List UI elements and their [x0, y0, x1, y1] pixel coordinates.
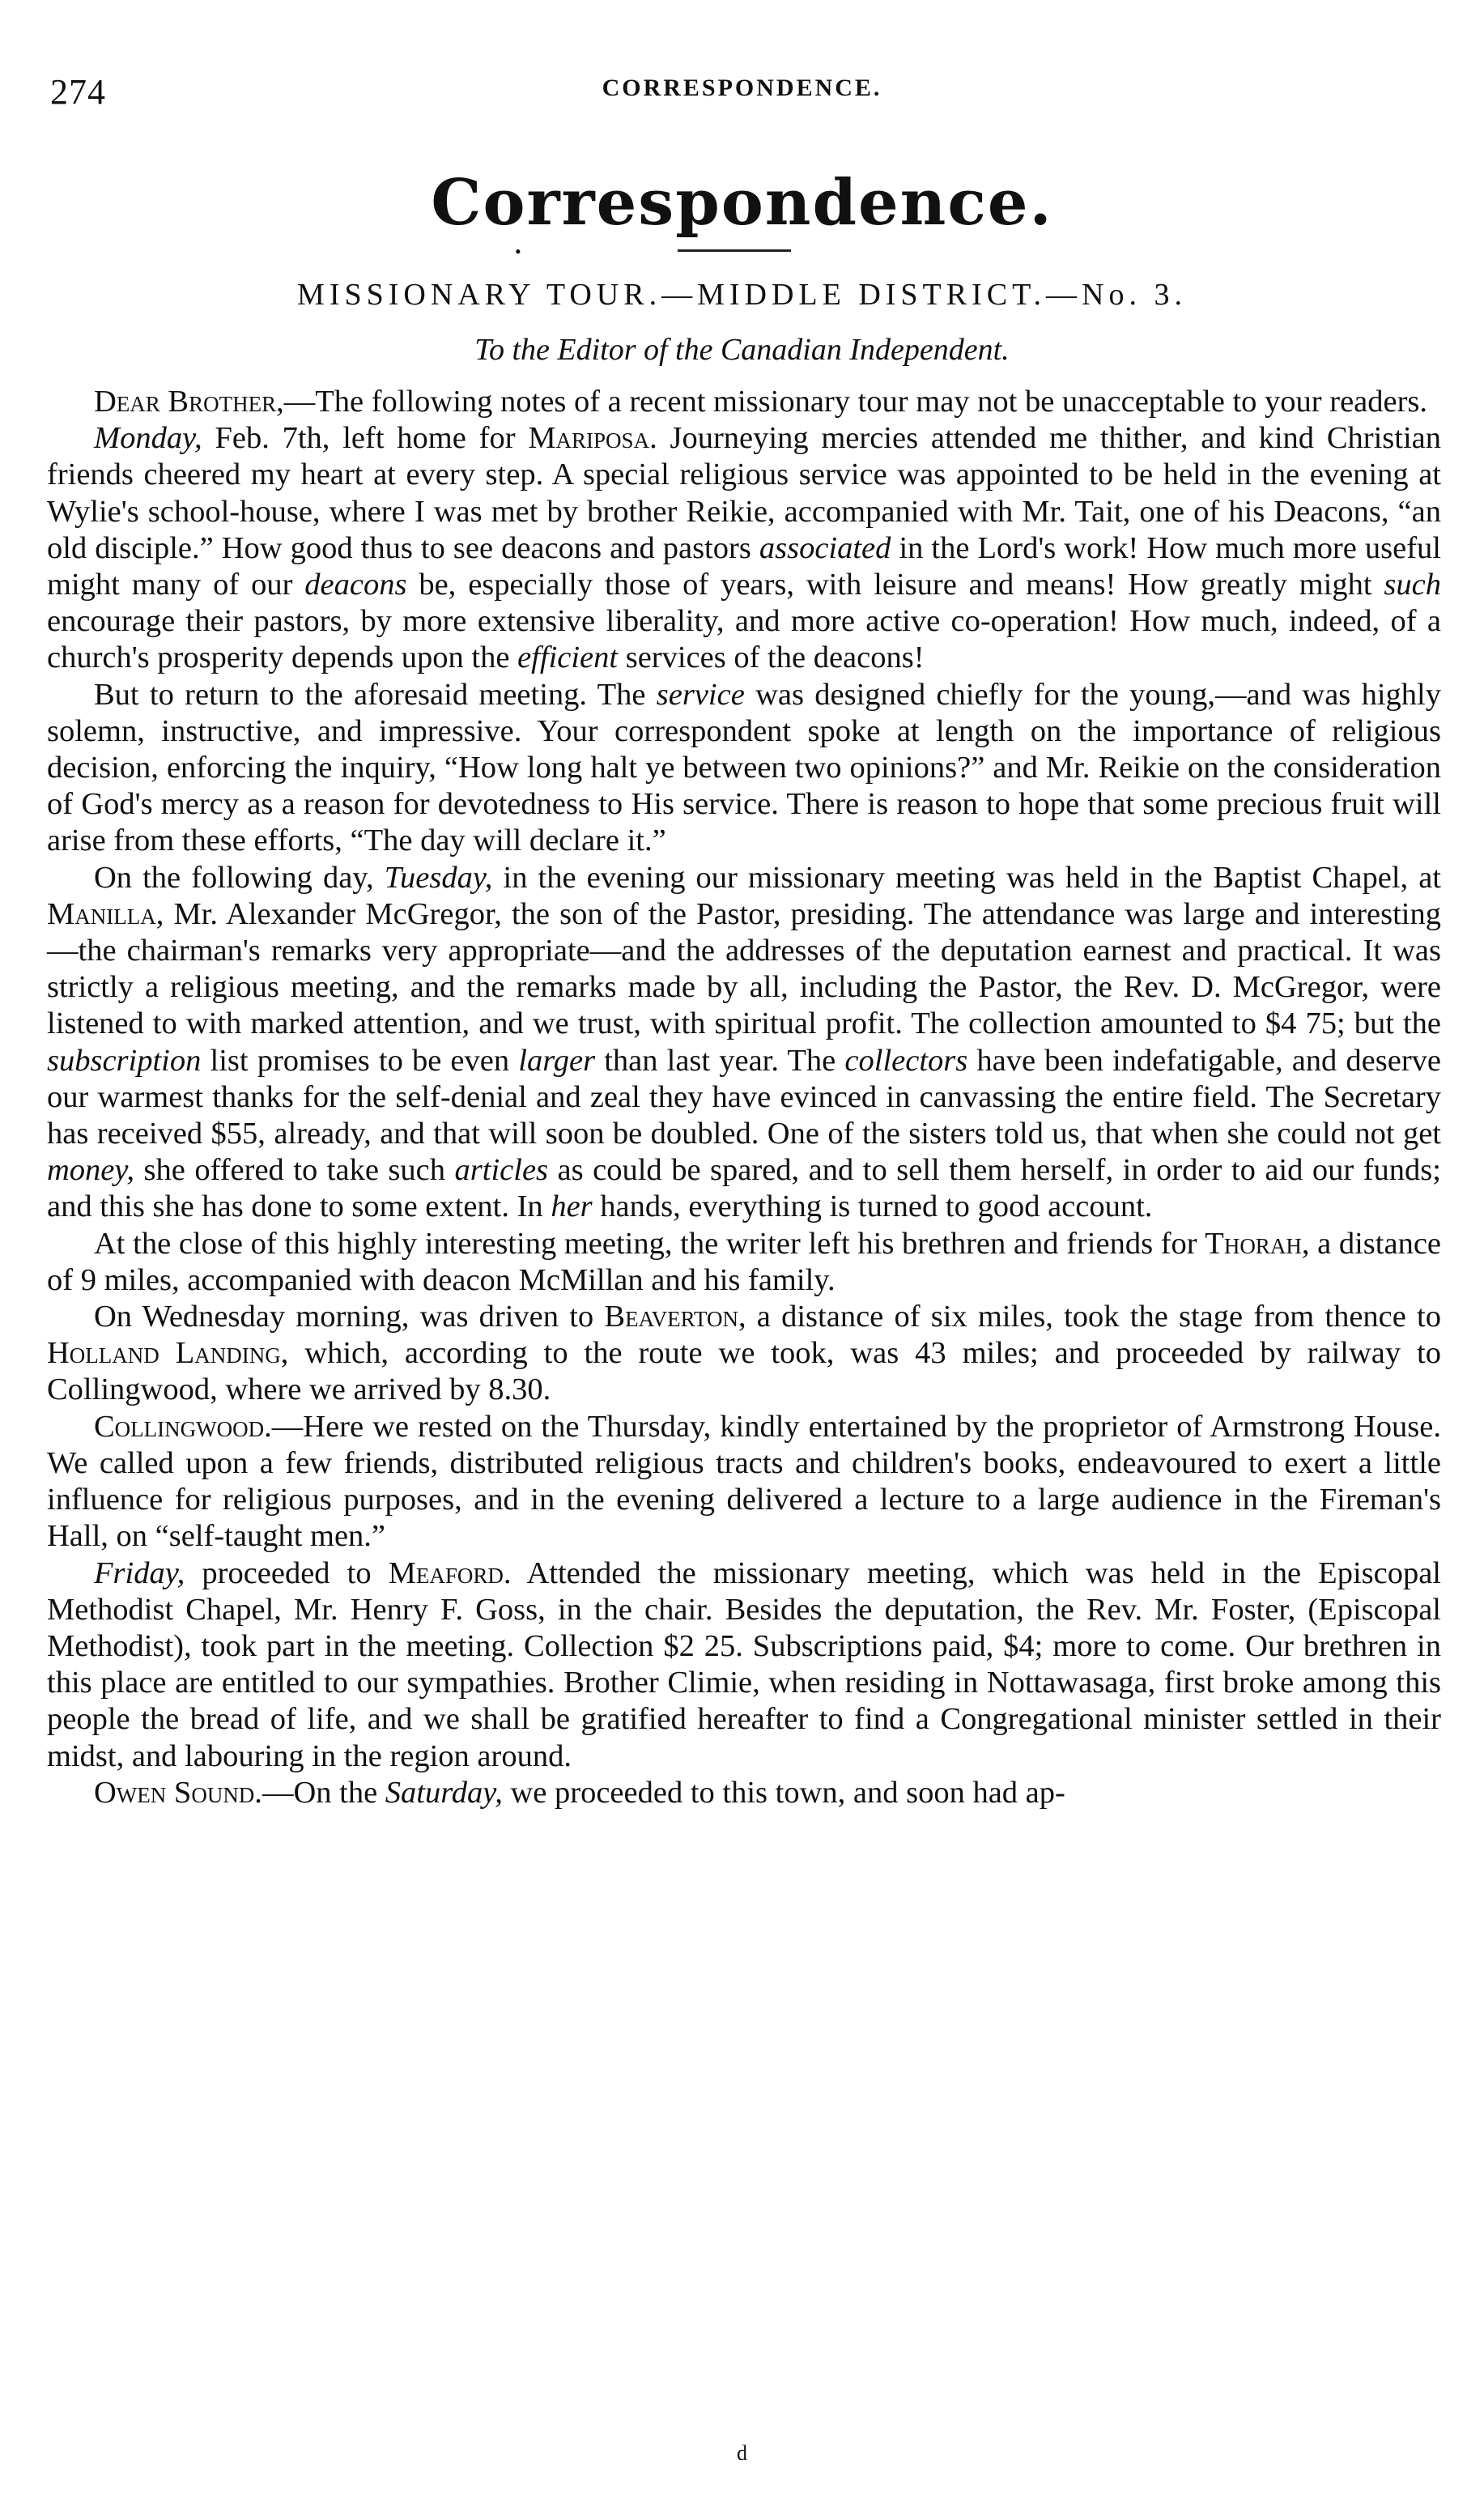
paragraph [47, 677, 1441, 860]
text-run: Journeying mercies attended me thither, and kind Christian friends cheered my heart at every step. A special religious service was appointed to be held in the evening at Wylie's school-house, where I was met by brother Reikie, accompanied with Mr. Tait, one of his Deacons, “an old disciple.” How good thus to see deacons and pastors [47, 421, 1441, 565]
text-run: Attended the missionary meeting, which was held in the Episcopal Methodist Chapel, Mr. Henry F. Goss, in the chair. Besides the deputation, the Rev. Mr. Foster, (Episcopal Methodist), took part in the meeting. Collection $2 25. Subscriptions paid, $4; more to come. Our brethren in this place are entitled to our sympathies. Brother Climie, when residing in Nottawasaga, first broke among this people the bread of life, and we shall be gratified hereafter to find a Congregational minister settled in their midst, and labouring in the region around. [47, 1555, 1441, 1773]
text-run: than last year. The [595, 1043, 845, 1078]
text-run: But to return to the aforesaid meeting. The [94, 677, 657, 712]
italic-text: Friday, [94, 1555, 185, 1590]
small-caps-text: Owen Sound. [94, 1775, 262, 1810]
text-run: she offered to take such [134, 1153, 455, 1188]
small-caps-text: Manilla, [47, 896, 164, 931]
text-run: services of the deacons! [618, 640, 925, 675]
editor-address: To the Editor of the Canadian Independent. [474, 333, 1010, 367]
text-run: which, according to the route we took, was 43 miles; and proceeded by railway to Collingwood, where we arrived by 8.30. [47, 1336, 1441, 1407]
paragraph [47, 1409, 1441, 1555]
bullet-mark: • [515, 241, 521, 262]
italic-text: efficient [517, 640, 619, 675]
article-heading: MISSIONARY TOUR.—MIDDLE DISTRICT.—No. 3. [297, 278, 1187, 312]
text-run: have been indefatigable, and deserve our warmest thanks for the self-denial and zeal they have evinced in canvassing the entire field. The Secretary has received $55, already, and that will soon be doubled. One of the sisters told us, that when she could not get [47, 1043, 1441, 1151]
title-rule [678, 249, 791, 252]
italic-text: her [551, 1189, 593, 1224]
small-caps-text: Holland Landing, [47, 1336, 289, 1371]
small-caps-text: Meaford. [388, 1555, 512, 1590]
italic-text: subscription [47, 1043, 202, 1078]
paragraph [47, 1226, 1441, 1299]
italic-text: such [1384, 568, 1441, 602]
text-run: —The following notes of a recent missionary tour may not be unacceptable to your readers. [283, 385, 1428, 419]
text-run: was designed chiefly for the young,—and was highly solemn, instructive, and impressive. Your correspondent spoke at length on the importance of religious decision, enforcing the inquiry, “How long halt ye between two opinions?” and Mr. Reikie on the consideration of God's mercy as a reason for devotedness to His service. There is reason to hope that some precious fruit will arise from these efforts, “The day will declare it.” [47, 677, 1441, 858]
small-caps-text: Beaverton, [604, 1300, 746, 1334]
text-run: be, especially those of years, with leisure and means! How greatly might [406, 568, 1384, 602]
paragraph [47, 1775, 1441, 1811]
text-run: proceeded to [185, 1555, 389, 1590]
page-number: 274 [50, 72, 106, 112]
text-run: —On the [262, 1775, 385, 1810]
paragraph [47, 1555, 1441, 1775]
paragraph [47, 860, 1441, 1226]
small-caps-text: Dear Brother, [94, 385, 284, 419]
italic-text: articles [454, 1153, 549, 1188]
italic-text: collectors [844, 1043, 968, 1078]
text-run: a distance of six miles, took the stage from thence to [746, 1300, 1441, 1334]
article-body [47, 384, 1441, 1811]
italic-text: service [656, 677, 745, 712]
section-title: Correspondence. [431, 166, 1053, 240]
footer-mark: d [737, 2441, 747, 2465]
small-caps-text: Collingwood. [94, 1409, 272, 1444]
italic-text: money, [47, 1153, 134, 1188]
text-run: list promises to be even [201, 1043, 519, 1078]
italic-text: Monday, [94, 421, 202, 456]
italic-text: Saturday, [385, 1775, 503, 1810]
text-run: we proceeded to this town, and soon had ap- [502, 1775, 1065, 1810]
text-run: a distance of 9 miles, accompanied with deacon McMillan and his family. [47, 1226, 1442, 1297]
italic-text: associated [759, 530, 891, 565]
text-run: On Wednesday morning, was driven to [94, 1300, 605, 1334]
text-run: —Here we rested on the Thursday, kindly entertained by the proprietor of Armstrong House. We called upon a few friends, distributed religious tracts and children's books, endeavoured to exert a little influence for religious purposes, and in the evening delivered a lecture to a large audience in the Fireman's Hall, on “self-taught men.” [47, 1409, 1441, 1554]
paragraph [47, 1299, 1441, 1409]
running-title: CORRESPONDENCE. [602, 74, 882, 101]
running-head [0, 71, 1484, 120]
text-run: in the evening our missionary meeting was held in the Baptist Chapel, at [492, 860, 1441, 895]
text-run: On the following day, [94, 860, 385, 895]
text-run: Mr. Alexander McGregor, the son of the Pastor, presiding. The attendance was large and interesting—the chairman's remarks very appropriate—and the addresses of the deputation earnest and practical. It was strictly a religious meeting, and the remarks made by all, including the Pastor, the Rev. D. McGregor, were listened to with marked attention, and we trust, with spiritual profit. The collection amounted to $4 75; but the [47, 896, 1441, 1041]
small-caps-text: Thorah, [1205, 1226, 1310, 1261]
small-caps-text: Mariposa. [528, 421, 657, 456]
text-run: Feb. 7th, left home for [202, 421, 529, 456]
text-run: in the Lord's work! How much more useful might many of our [47, 530, 1441, 602]
italic-text: Tuesday, [384, 860, 493, 895]
text-run: as could be spared, and to sell them herself, in order to aid our funds; and this she has done to some extent. In [47, 1153, 1441, 1224]
paragraph [47, 420, 1441, 676]
text-run: encourage their pastors, by more extensive liberality, and more active co-operation! How much, indeed, of a church's prosperity depends upon the [47, 604, 1441, 675]
title-rule-row [0, 241, 1484, 262]
text-run: hands, everything is turned to good account. [592, 1189, 1153, 1224]
italic-text: larger [518, 1043, 596, 1078]
text-run: At the close of this highly interesting meeting, the writer left his brethren and friends for [94, 1226, 1205, 1261]
paragraph [47, 384, 1441, 420]
italic-text: deacons [304, 568, 407, 602]
